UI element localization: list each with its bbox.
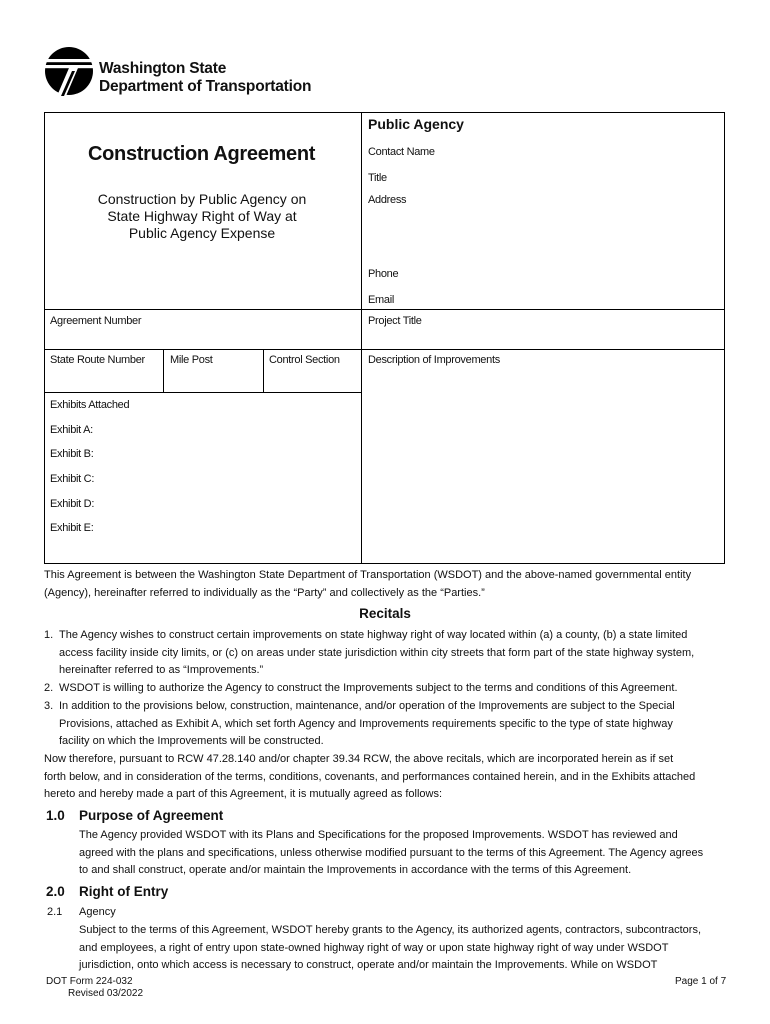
section-1-body	[79, 827, 703, 880]
page-number: Page 1 of 7	[675, 976, 727, 987]
section-1-number: 1.0	[46, 808, 65, 823]
intro-line: This Agreement is between the Washington State Department of Transportation (WSDOT) and the above-named governmental entity	[44, 569, 692, 581]
revised-date: Revised 03/2022	[68, 988, 144, 999]
exhibit-b-field[interactable]: Exhibit B:	[50, 448, 94, 460]
section-2-1-body	[79, 922, 701, 975]
recital-line: hereinafter referred to as “Improvements.”	[59, 664, 264, 676]
recital-number: 3.	[44, 700, 54, 712]
form-title: Construction Agreement	[88, 143, 316, 165]
section-1-title: Purpose of Agreement	[79, 808, 224, 823]
section-2-1-number: 2.1	[47, 906, 63, 918]
form-subtitle-line2: State Highway Right of Way at	[107, 208, 297, 224]
section-2-line: and employees, a right of entry upon state-owned highway right of way or upon state highway right of way under WSDOT	[79, 941, 669, 954]
recital-line: In addition to the provisions below, construction, maintenance, and/or operation of the Improvements are subject to the Special	[59, 700, 675, 712]
wsdot-logo-icon	[44, 46, 94, 96]
form-number: DOT Form 224-032	[46, 976, 133, 987]
control-section-field[interactable]: Control Section	[269, 354, 340, 366]
recital-item-1	[44, 627, 694, 680]
section-1-line: agreed with the plans and specifications, unless otherwise modified pursuant to the terms of this Agreement. The Agency agrees	[79, 846, 704, 859]
recital-item-2	[44, 680, 678, 698]
address-field[interactable]: Address	[368, 194, 407, 206]
email-field[interactable]: Email	[368, 294, 395, 306]
mile-post-field[interactable]: Mile Post	[170, 354, 213, 366]
exhibit-c-field[interactable]: Exhibit C:	[50, 473, 95, 485]
recital-line: access facility inside city limits, or (c) on areas under state jurisdiction within city streets that form part of the state highway system,	[59, 646, 695, 659]
recital-item-3	[44, 698, 675, 751]
exhibit-a-field[interactable]: Exhibit A:	[50, 424, 93, 436]
section-2-line: Subject to the terms of this Agreement, WSDOT hereby grants to the Agency, its authorized agents, contractors, subcontractors,	[79, 924, 702, 936]
exhibit-d-field[interactable]: Exhibit D:	[50, 498, 95, 510]
closing-line: hereto and hereby made a part of this Agreement, it is mutually agreed as follows:	[44, 788, 443, 800]
section-2-line: jurisdiction, onto which access is necessary to construct, operate and/or maintain the Improvements. While on WSDOT	[79, 959, 658, 971]
section-2-number: 2.0	[46, 884, 65, 899]
state-route-number-field[interactable]: State Route Number	[50, 354, 145, 366]
form-subtitle-line3: Public Agency Expense	[128, 225, 276, 241]
recitals-heading: Recitals	[359, 606, 411, 621]
form-subtitle-line1: Construction by Public Agency on	[97, 191, 307, 207]
intro-paragraph	[44, 567, 691, 602]
exhibits-attached-label: Exhibits Attached	[50, 399, 130, 411]
contact-name-field[interactable]: Contact Name	[368, 146, 435, 158]
closing-line: forth below, and in consideration of the terms, conditions, covenants, and performances contained herein, and in the Exhibits attached	[44, 770, 696, 783]
description-of-improvements-field[interactable]: Description of Improvements	[368, 354, 500, 366]
closing-line: Now therefore, pursuant to RCW 47.28.140 and/or chapter 39.34 RCW, the above recitals, which are incorporated herein as if set	[44, 753, 674, 765]
project-title-field[interactable]: Project Title	[368, 315, 422, 327]
agency-name-line2: Department of Transportation	[99, 78, 312, 95]
recital-number: 1.	[44, 629, 54, 641]
recital-line: WSDOT is willing to authorize the Agency to construct the Improvements subject to the terms and conditions of this Agreement.	[59, 682, 678, 694]
recital-number: 2.	[44, 682, 54, 694]
intro-line: (Agency), hereinafter referred to individually as the “Party” and collectively as the “Parties.”	[44, 586, 485, 599]
section-1-line: The Agency provided WSDOT with its Plans and Specifications for the proposed Improvements. WSDOT has reviewed and	[79, 829, 678, 841]
recital-line: Provisions, attached as Exhibit A, which set forth Agency and Improvements requirements specific to the type of state highway	[59, 717, 673, 730]
section-2-1-title: Agency	[79, 906, 116, 918]
phone-field[interactable]: Phone	[368, 268, 399, 280]
title-field[interactable]: Title	[368, 172, 387, 184]
recital-line: The Agency wishes to construct certain improvements on state highway right of way located within (a) a county, (b) a state limited	[59, 629, 688, 641]
section-2-title: Right of Entry	[79, 884, 169, 899]
exhibit-e-field[interactable]: Exhibit E:	[50, 522, 94, 534]
public-agency-heading: Public Agency	[368, 116, 464, 132]
recitals-closing-paragraph	[44, 751, 695, 804]
recital-line: facility on which the Improvements will be constructed.	[59, 735, 324, 747]
section-1-line: to and shall construct, operate and/or maintain the Improvements in accordance with the terms of this Agreement.	[79, 864, 632, 876]
agency-name-line1: Washington State	[99, 60, 227, 77]
agreement-number-field[interactable]: Agreement Number	[50, 315, 142, 327]
